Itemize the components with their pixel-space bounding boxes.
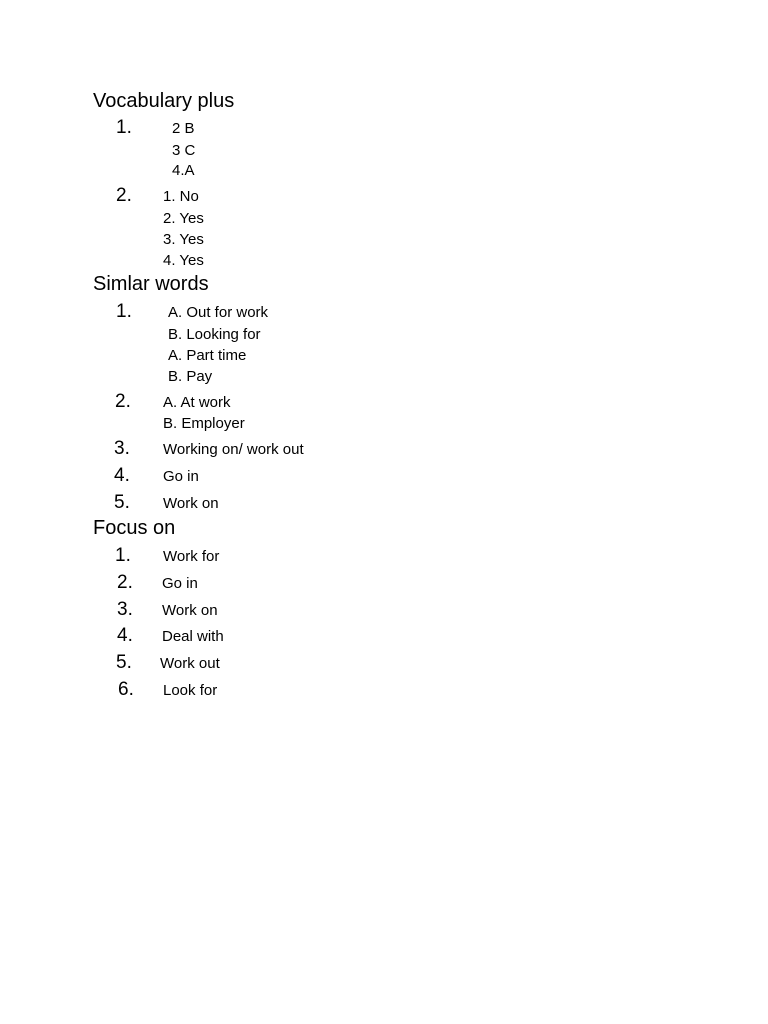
item-number: 3. (114, 438, 130, 459)
answer-line: Go in (162, 575, 198, 592)
answer-line: Work for (163, 548, 220, 565)
section-heading-vocabulary-plus: Vocabulary plus (93, 90, 235, 112)
item-number: 2. (115, 391, 131, 412)
answer-line: B. Pay (168, 368, 213, 385)
item-number: 4. (114, 465, 130, 486)
answer-line: Look for (163, 682, 218, 699)
item-number: 1. (115, 545, 131, 566)
answer-line: 1. No (163, 188, 199, 205)
answer-line: Work out (160, 655, 220, 672)
section-heading-focus-on: Focus on (93, 517, 176, 539)
answer-line: 3 C (172, 142, 196, 159)
answer-line: A. At work (163, 394, 231, 411)
item-number: 5. (114, 492, 130, 513)
item-number: 2. (116, 185, 132, 206)
answer-line: B. Employer (163, 415, 245, 432)
answer-line: 2 B (172, 120, 195, 137)
answer-line: 4. Yes (163, 252, 204, 269)
answer-line: A. Part time (168, 347, 247, 364)
answer-line: Go in (163, 468, 199, 485)
answer-line: Working on/ work out (163, 441, 304, 458)
item-number: 5. (116, 652, 132, 673)
item-number: 6. (118, 679, 134, 700)
answer-line: Work on (163, 495, 219, 512)
answer-line: A. Out for work (168, 304, 269, 321)
item-number: 3. (117, 599, 133, 620)
item-number: 1. (116, 301, 132, 322)
answer-line: 4.A (172, 162, 195, 179)
section-heading-simlar-words: Simlar words (93, 273, 209, 295)
answer-line: 3. Yes (163, 231, 204, 248)
item-number: 1. (116, 117, 132, 138)
item-number: 2. (117, 572, 133, 593)
answer-line: Deal with (162, 628, 224, 645)
answer-line: Work on (162, 602, 218, 619)
item-number: 4. (117, 625, 133, 646)
answer-line: B. Looking for (168, 326, 261, 343)
answer-line: 2. Yes (163, 210, 204, 227)
